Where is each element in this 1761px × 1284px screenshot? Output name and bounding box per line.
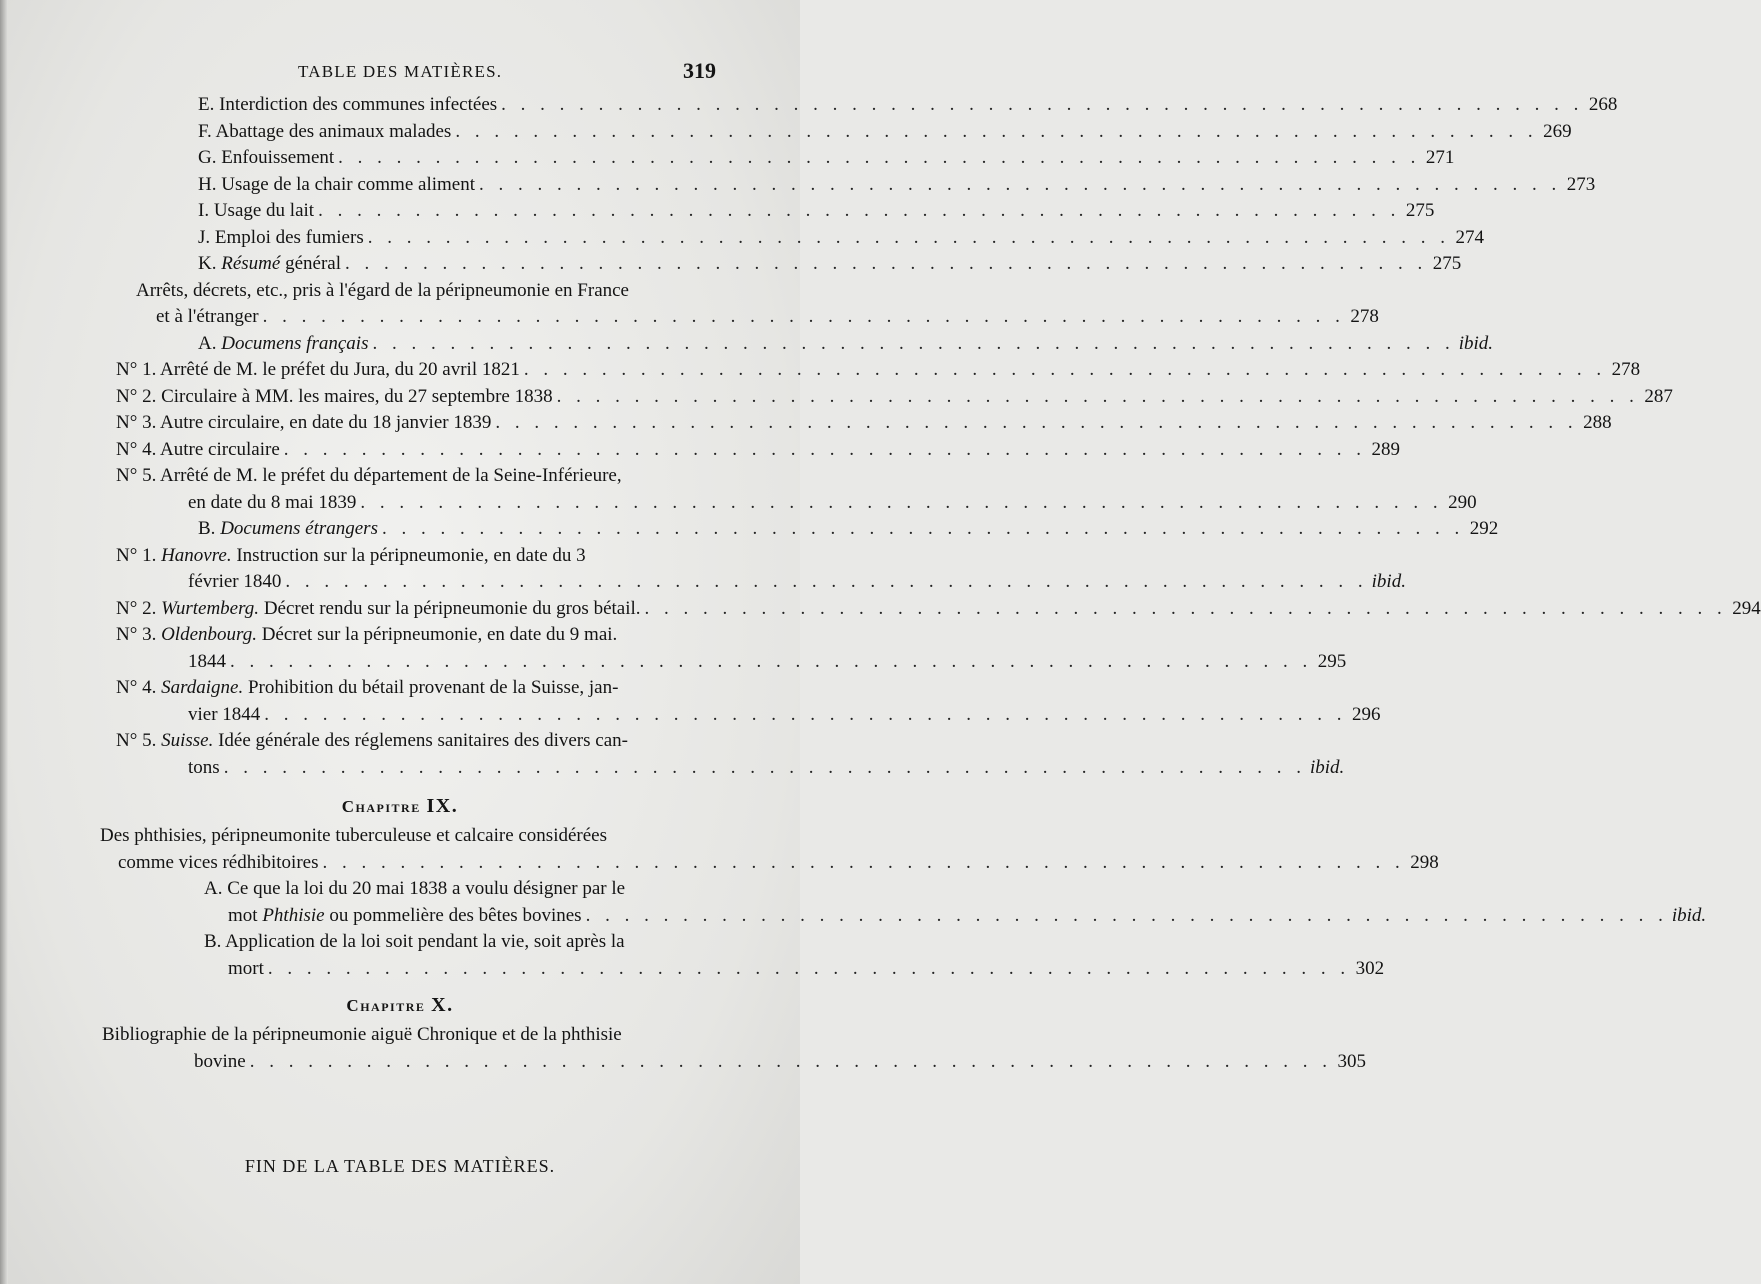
toc-entry-text: Application de la loi soit pendant la vie, soit après la <box>225 931 625 952</box>
toc-entry-title <box>116 437 280 464</box>
toc-entry <box>0 675 800 702</box>
toc-entry <box>0 516 1499 543</box>
toc-entry-text: vier 1844 <box>188 703 261 725</box>
dot-leader <box>368 225 1450 252</box>
toc-entry-text: Bibliographie de la péripneumonie aiguë Chronique et de la phthisie <box>102 1024 622 1045</box>
toc-entry-text: ou pommelière des bêtes bovines <box>324 904 582 926</box>
toc-entry-title <box>156 304 259 331</box>
dot-leader <box>479 172 1561 199</box>
toc-entry-page: 295 <box>1317 650 1347 672</box>
toc-entry <box>0 1049 1366 1076</box>
toc-entry-page: 289 <box>1371 438 1401 460</box>
dot-leader <box>495 410 1577 437</box>
toc-entry <box>0 357 1641 384</box>
toc-entry-page: 271 <box>1425 147 1455 168</box>
toc-entry-title <box>116 675 718 702</box>
chapter-label: Chapitre <box>346 996 426 1015</box>
toc-entry <box>0 331 1494 358</box>
dot-leader <box>230 649 1312 676</box>
toc-entry <box>0 225 1484 252</box>
toc-entry-title <box>116 357 520 384</box>
toc-entry-title <box>188 569 281 596</box>
toc-entry <box>0 755 1345 782</box>
toc-entry-title <box>100 823 718 850</box>
toc-entry <box>0 903 1707 930</box>
toc-entry-text: tons <box>188 756 220 778</box>
toc-entry-page: ibid. <box>1671 904 1707 926</box>
toc-entry-page: 296 <box>1352 703 1381 725</box>
toc-entry-page: 274 <box>1455 226 1484 248</box>
toc-entry-title <box>136 278 718 305</box>
toc-entry-italic: Résumé <box>221 253 281 274</box>
toc-entry-title <box>198 251 341 278</box>
toc-entry-prefix: N° 4. <box>116 677 157 698</box>
dot-leader <box>524 357 1606 384</box>
toc-entry-text: Autre circulaire <box>160 438 280 460</box>
toc-entry <box>0 876 800 903</box>
toc-entry-text: et à l'étranger <box>156 306 259 327</box>
dot-leader <box>268 956 1350 983</box>
toc-entry-page: 292 <box>1469 518 1499 539</box>
toc-entry-page: 269 <box>1543 120 1572 142</box>
toc-entry-text: en date du 8 mai 1839 <box>188 491 357 513</box>
toc-entry-title <box>198 92 497 119</box>
toc-entry-text: 1844 <box>188 650 226 672</box>
dot-leader <box>250 1049 1332 1076</box>
toc-entry-prefix: N° 3. <box>116 624 157 645</box>
toc-entry-prefix: N° 2. <box>116 385 157 407</box>
toc-entry-title <box>116 463 718 490</box>
toc-entry <box>0 437 1401 464</box>
toc-entry-title <box>228 903 582 930</box>
toc-entry-prefix: J. <box>198 226 211 248</box>
toc-entry-page: 294 <box>1732 597 1761 619</box>
toc-entry-page: 278 <box>1611 359 1641 380</box>
toc-entry-italic: Hanovre. <box>161 544 232 566</box>
chapter-number: X. <box>431 994 454 1016</box>
toc-entry-italic: Documens français <box>221 332 369 354</box>
toc-entry-text: Usage du lait <box>213 200 315 221</box>
toc-entry-italic: Documens étrangers <box>220 518 378 539</box>
toc-entry <box>0 850 1439 877</box>
toc-entry-page: 302 <box>1355 957 1385 979</box>
toc-entry <box>0 92 1618 119</box>
toc-entry-text: mot <box>228 904 263 926</box>
toc-entry-title <box>198 119 451 146</box>
dot-leader <box>264 702 1346 729</box>
toc-entry-text: Usage de la chair comme aliment <box>221 173 475 195</box>
dot-leader <box>285 569 1367 596</box>
toc-entry-title <box>198 198 314 225</box>
toc-entry-title <box>228 956 264 983</box>
toc-entry-title <box>198 172 475 199</box>
toc-entry-text: mort <box>228 957 264 979</box>
toc-entry-page: 290 <box>1448 491 1477 513</box>
toc-entry-page: ibid. <box>1309 756 1345 778</box>
dot-leader <box>224 755 1306 782</box>
toc-entry <box>0 622 800 649</box>
toc-entry <box>0 956 1385 983</box>
toc-entry-text: Interdiction des communes infectées <box>219 94 498 115</box>
toc-entry <box>0 463 800 490</box>
toc-entry-text: comme vices rédhibitoires <box>118 851 319 873</box>
dot-leader <box>372 331 1454 358</box>
end-note: FIN DE LA TABLE DES MATIÈRES. <box>244 1156 556 1176</box>
dot-leader <box>455 119 1537 146</box>
toc-entry <box>0 410 1612 437</box>
toc-entry-text: Abattage des animaux malades <box>215 120 452 142</box>
toc-entry-text: Enfouissement <box>221 147 335 168</box>
toc-entry-text: Des phthisies, péripneumonite tuberculeuse et calcaire considérées <box>100 825 607 846</box>
toc-entry-page: 287 <box>1644 385 1673 407</box>
table-of-contents <box>0 92 1761 1075</box>
dot-leader <box>501 92 1583 119</box>
toc-entry-text: février 1840 <box>188 571 282 592</box>
toc-entry <box>0 1022 800 1049</box>
toc-entry-prefix: N° 5. <box>116 730 157 751</box>
dot-leader <box>338 145 1420 172</box>
toc-entry <box>0 649 1347 676</box>
toc-entry-title <box>204 929 718 956</box>
toc-entry-title <box>204 876 718 903</box>
toc-entry-text: Autre circulaire, en date du 18 janvier 1839 <box>160 412 492 433</box>
toc-entry-title <box>116 728 718 755</box>
chapter-number: IX. <box>426 795 459 817</box>
toc-entry-title <box>198 516 378 543</box>
toc-entry-text: général <box>280 253 341 274</box>
toc-entry-page: 268 <box>1588 94 1618 115</box>
toc-entry-text: Emploi des fumiers <box>214 226 364 248</box>
toc-entry <box>0 278 800 305</box>
toc-section-x <box>0 1022 1366 1075</box>
chapter-heading-ix <box>0 789 800 823</box>
toc-entry-page: 273 <box>1566 173 1596 195</box>
toc-entry <box>0 304 1379 331</box>
toc-entry-page: 288 <box>1583 412 1612 433</box>
toc-entry <box>0 728 800 755</box>
toc-entry-text: Ce que la loi du 20 mai 1838 a voulu désigner par le <box>227 878 626 899</box>
dot-leader <box>345 251 1427 278</box>
toc-entry-text: Décret rendu sur la péripneumonie du gros bétail. <box>259 597 641 619</box>
toc-entry-title <box>118 850 319 877</box>
toc-section-viii <box>0 92 1761 781</box>
chapter-label: Chapitre <box>341 797 421 816</box>
toc-entry-text: bovine <box>194 1050 246 1072</box>
dot-leader <box>284 437 1366 464</box>
dot-leader <box>586 903 1668 930</box>
toc-entry <box>0 929 800 956</box>
dot-leader <box>645 596 1727 623</box>
running-title: TABLE DES MATIÈRES. <box>298 62 503 81</box>
toc-entry <box>0 543 800 570</box>
toc-entry <box>0 823 800 850</box>
toc-entry-text: Arrêté de M. le préfet du Jura, du 20 avril 1821 <box>160 359 520 380</box>
toc-entry-prefix: B. <box>204 931 222 952</box>
toc-entry-page: 275 <box>1432 253 1462 274</box>
toc-entry-title <box>188 490 356 517</box>
toc-entry-prefix: N° 5. <box>116 465 157 486</box>
toc-entry-text: Idée générale des réglemens sanitaires des divers can- <box>213 730 628 751</box>
toc-entry-prefix: N° 4. <box>116 438 157 460</box>
toc-entry-italic: Wurtemberg. <box>161 597 260 619</box>
toc-entry-prefix: A. <box>198 332 217 354</box>
toc-entry <box>0 384 1673 411</box>
toc-entry-italic: Suisse. <box>161 730 214 751</box>
toc-entry-prefix: G. <box>198 147 217 168</box>
toc-entry-prefix: E. <box>198 94 215 115</box>
toc-entry-text: Arrêts, décrets, etc., pris à l'égard de la péripneumonie en France <box>136 279 629 301</box>
toc-entry-prefix: F. <box>198 120 212 142</box>
toc-entry-text: Arrêté de M. le préfet du département de la Seine-Inférieure, <box>160 465 622 486</box>
toc-entry-page: 278 <box>1350 306 1379 327</box>
toc-entry-prefix: B. <box>198 518 216 539</box>
toc-entry-prefix: N° 2. <box>116 597 157 619</box>
toc-entry-title <box>188 702 260 729</box>
chapter-heading-x <box>0 988 800 1022</box>
toc-entry-prefix: A. <box>204 878 223 899</box>
toc-entry <box>0 596 1761 623</box>
toc-entry-title <box>198 331 368 358</box>
toc-entry <box>0 490 1477 517</box>
dot-leader <box>263 304 1345 331</box>
dot-leader <box>318 198 1400 225</box>
dot-leader <box>360 490 1442 517</box>
toc-entry-title <box>188 649 226 676</box>
toc-entry <box>0 702 1381 729</box>
toc-entry-prefix: H. <box>198 173 217 195</box>
page-number: 319 <box>683 58 716 83</box>
toc-entry-title <box>194 1049 246 1076</box>
running-header <box>0 58 800 88</box>
toc-entry-italic: Oldenbourg. <box>161 624 257 645</box>
toc-entry <box>0 569 1406 596</box>
toc-entry <box>0 251 1462 278</box>
toc-entry-prefix: N° 1. <box>116 544 157 566</box>
toc-entry-title <box>116 410 491 437</box>
toc-section-ix <box>0 823 1707 982</box>
toc-entry-text: Instruction sur la péripneumonie, en date du 3 <box>231 544 586 566</box>
toc-entry <box>0 198 1435 225</box>
toc-entry-prefix: I. <box>198 200 210 221</box>
toc-entry-italic: Phthisie <box>262 904 325 926</box>
toc-entry-page: 275 <box>1405 200 1435 221</box>
toc-entry <box>0 172 1596 199</box>
toc-entry-title <box>198 145 334 172</box>
toc-entry-page: ibid. <box>1371 571 1406 592</box>
toc-entry-prefix: N° 1. <box>116 359 157 380</box>
toc-entry-text: Décret sur la péripneumonie, en date du 9 mai. <box>256 624 618 645</box>
toc-entry-title <box>116 622 718 649</box>
toc-entry-page: 305 <box>1337 1050 1366 1072</box>
toc-entry-title <box>116 543 718 570</box>
toc-entry-text: Circulaire à MM. les maires, du 27 septembre 1838 <box>161 385 553 407</box>
toc-entry-title <box>116 596 641 623</box>
toc-entry-title <box>188 755 220 782</box>
toc-entry-prefix: N° 3. <box>116 412 157 433</box>
toc-entry-page: 298 <box>1410 851 1439 873</box>
toc-entry-title <box>102 1022 718 1049</box>
dot-leader <box>323 850 1405 877</box>
dot-leader <box>557 384 1639 411</box>
dot-leader <box>382 516 1464 543</box>
toc-entry-italic: Sardaigne. <box>161 677 244 698</box>
toc-entry-text: Prohibition du bétail provenant de la Suisse, jan- <box>243 677 619 698</box>
toc-entry-prefix: K. <box>198 253 217 274</box>
toc-entry-title <box>116 384 553 411</box>
toc-entry-page: ibid. <box>1458 332 1494 354</box>
toc-entry <box>0 119 1572 146</box>
toc-entry <box>0 145 1455 172</box>
toc-entry-title <box>198 225 364 252</box>
